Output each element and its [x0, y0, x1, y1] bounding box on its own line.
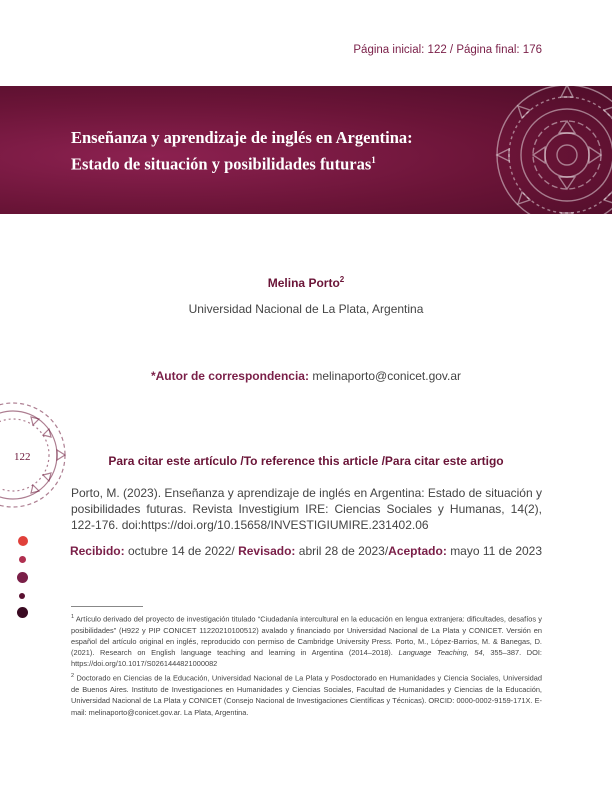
- article-title-text: Enseñanza y aprendizaje de inglés en Argentina: Estado de situación y posibilidades futuras: [71, 128, 413, 174]
- footnote-2-text: Doctorado en Ciencias de la Educación, Universidad Nacional de La Plata y Posdoctorado en Humanidades y Ciencia Sociales, Universidad de Buenos Aires. Instituto de Investigaciones en Humanidades y Ciencias Sociales, Facultad de Humanidades y Ciencias de la Educación, Universidad Nacional de La Plata y CONICET (Consejo Nacional de Investigaciones Científicas y Técnicas). ORCID: 0000-0002-9159-171X. E-mail: melinaporto@conicet.gov.ar. La Plata, Argentina.: [71, 673, 542, 717]
- correspondence-line: [0, 369, 612, 383]
- citation-text: Porto, M. (2023). Enseñanza y aprendizaje de inglés en Argentina: Estado de situación y posibilidades futuras. Revista Investigium IRE: Ciencias Sociales y Humanas, 14(2), 122-176. doi:https://doi.org/10.15658/INVESTIGIUMIRE.231402.06: [71, 486, 542, 532]
- article-dates: [0, 544, 612, 558]
- footnote-2-marker: 2: [71, 673, 75, 680]
- author-affiliation: Universidad Nacional de La Plata, Argentina: [188, 302, 424, 316]
- accepted-date: mayo 11 de 2023: [450, 544, 543, 558]
- received-date: octubre 14 de 2022/: [127, 544, 235, 558]
- footnote-1-doi: , 355–387. DOI: https://doi.org/10.1017/S0261444821000082: [71, 648, 542, 669]
- footnote-1: [71, 612, 542, 669]
- decorative-dot-4: [19, 593, 25, 599]
- correspondence-label: *Autor de correspondencia:: [150, 369, 309, 383]
- decorative-dot-5: [17, 607, 28, 618]
- revised-label: Revisado:: [238, 544, 296, 558]
- accepted-label: Aceptado:: [388, 544, 447, 558]
- title-footnote-marker: 1: [371, 155, 376, 165]
- author-footnote-marker: 2: [339, 275, 345, 284]
- received-label: Recibido:: [69, 544, 125, 558]
- author-name-text: Melina Porto: [267, 276, 340, 290]
- footnotes: [71, 612, 542, 720]
- footnote-divider: [71, 606, 143, 607]
- article-title: [71, 127, 461, 176]
- footnote-2: [71, 671, 542, 717]
- mandala-ornament-icon: [492, 86, 612, 214]
- correspondence-email[interactable]: melinaporto@conicet.gov.ar: [312, 369, 462, 383]
- author-name: [0, 275, 612, 290]
- footnote-1-journal: Language Teaching, 54: [398, 648, 483, 658]
- revised-date: abril 28 de 2023/: [298, 544, 389, 558]
- page-number: 122: [14, 451, 31, 463]
- footnote-1-text: Artículo derivado del proyecto de investigación titulado “Ciudadanía intercultural en la educación en lengua extranjera: dificultades, desafíos y posibilidades” (H922 y PIP CONICET 11220210100512) avalado y financiado por Universidad Nacional de La Plata y CONICET. Versión en español del artículo original en inglés, reproducido con permiso de Cambridge University Press. Porto, M., López-Barrios, M. & Banegas, D. (2021). Research on English language teaching and learning in Argentina (2014–2018).: [71, 614, 542, 658]
- decorative-dot-3: [17, 572, 28, 583]
- page-range: Página inicial: 122 / Página final: 176: [353, 44, 542, 56]
- title-banner: [0, 86, 612, 214]
- citation-heading: Para citar este artículo /To reference this article /Para citar este artigo: [108, 454, 504, 468]
- footnote-1-marker: 1: [71, 614, 75, 620]
